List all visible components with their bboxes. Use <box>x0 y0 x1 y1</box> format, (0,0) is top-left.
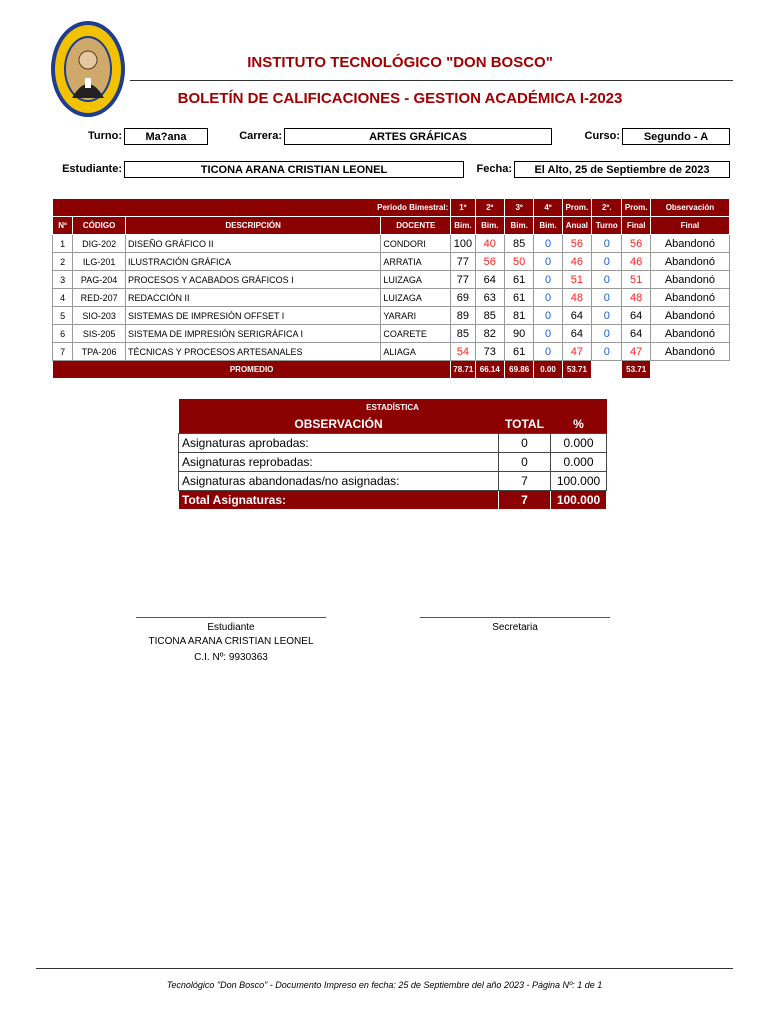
cell-codigo: DIG-202 <box>73 235 126 253</box>
stats-total: 0 <box>499 434 551 453</box>
cell-n: 6 <box>53 325 73 343</box>
cell-b1: 54 <box>451 343 475 361</box>
cell-obs: Abandonó <box>650 343 729 361</box>
final-header: Final <box>622 217 650 235</box>
turno-header: Turno <box>592 217 622 235</box>
carrera-label: Carrera: <box>239 130 282 142</box>
promedio-b3: 69.86 <box>504 361 533 379</box>
student-name: TICONA ARANA CRISTIAN LEONEL <box>148 636 314 647</box>
cell-turno: 0 <box>592 271 622 289</box>
secretary-role: Secretaria <box>492 622 538 633</box>
cell-docente: ARRATIA <box>381 253 451 271</box>
cell-n: 4 <box>53 289 73 307</box>
grade-row <box>53 253 730 271</box>
cell-b3: 90 <box>504 325 533 343</box>
document-title: BOLETÍN DE CALIFICACIONES - GESTION ACADÉMICA I-2023 <box>177 90 623 107</box>
cell-b3: 61 <box>504 289 533 307</box>
institute-logo-seal <box>50 20 126 118</box>
cell-b2: 63 <box>475 289 504 307</box>
stats-pct: 100.000 <box>551 472 607 491</box>
docente-header: DOCENTE <box>381 217 451 235</box>
promedio-b1: 78.71 <box>451 361 475 379</box>
fecha-field: El Alto, 25 de Septiembre de 2023 <box>514 161 730 178</box>
cell-final: 48 <box>622 289 650 307</box>
grade-row <box>53 235 730 253</box>
codigo-header: CÓDIGO <box>73 217 126 235</box>
footer-divider <box>36 968 733 969</box>
promf-header: Prom. <box>622 199 650 217</box>
secretary-signature-line <box>420 617 610 618</box>
cell-b2: 56 <box>475 253 504 271</box>
cell-codigo: ILG-201 <box>73 253 126 271</box>
cell-b4: 0 <box>534 253 562 271</box>
cell-codigo: RED-207 <box>73 289 126 307</box>
cell-b1: 89 <box>451 307 475 325</box>
turno2-header: 2º. <box>592 199 622 217</box>
cell-turno: 0 <box>592 253 622 271</box>
promedio-blank <box>592 361 622 379</box>
bim3-header: 3º <box>504 199 533 217</box>
cell-b2: 85 <box>475 307 504 325</box>
promedio-label: PROMEDIO <box>53 361 451 379</box>
cell-descripcion: SISTEMAS DE IMPRESIÓN OFFSET I <box>125 307 380 325</box>
cell-n: 7 <box>53 343 73 361</box>
stats-row <box>179 472 607 491</box>
cell-final: 64 <box>622 307 650 325</box>
cell-turno: 0 <box>592 235 622 253</box>
cell-turno: 0 <box>592 325 622 343</box>
stats-label: Asignaturas abandonadas/no asignadas: <box>179 472 499 491</box>
cell-b3: 81 <box>504 307 533 325</box>
bim2-sub-header: Bim. <box>475 217 504 235</box>
cell-b4: 0 <box>534 271 562 289</box>
cell-final: 46 <box>622 253 650 271</box>
cell-anual: 64 <box>562 307 591 325</box>
promedio-blank-obs <box>650 361 729 379</box>
cell-final: 51 <box>622 271 650 289</box>
cell-n: 1 <box>53 235 73 253</box>
cell-anual: 48 <box>562 289 591 307</box>
stats-pct: 0.000 <box>551 453 607 472</box>
cell-b4: 0 <box>534 325 562 343</box>
grade-row <box>53 271 730 289</box>
cell-b1: 77 <box>451 271 475 289</box>
cell-docente: COARETE <box>381 325 451 343</box>
cell-descripcion: DISEÑO GRÁFICO II <box>125 235 380 253</box>
total-asignaturas-pct: 100.000 <box>551 491 607 510</box>
bim2-header: 2º <box>475 199 504 217</box>
header-divider <box>130 80 733 81</box>
cell-descripcion: PROCESOS Y ACABADOS GRÁFICOS I <box>125 271 380 289</box>
cell-anual: 46 <box>562 253 591 271</box>
cell-codigo: TPA-206 <box>73 343 126 361</box>
cell-b2: 40 <box>475 235 504 253</box>
cell-b4: 0 <box>534 343 562 361</box>
carrera-field: ARTES GRÁFICAS <box>284 128 552 145</box>
cell-b4: 0 <box>534 307 562 325</box>
stats-row <box>179 453 607 472</box>
stats-row <box>179 434 607 453</box>
total-asignaturas-count: 7 <box>499 491 551 510</box>
cell-b3: 85 <box>504 235 533 253</box>
grade-row <box>53 289 730 307</box>
bim4-sub-header: Bim. <box>534 217 562 235</box>
cell-turno: 0 <box>592 289 622 307</box>
stats-total: 0 <box>499 453 551 472</box>
periodo-header: Periodo Bimestral: <box>53 199 451 217</box>
curso-label: Curso: <box>584 130 620 142</box>
cell-final: 47 <box>622 343 650 361</box>
bim4-header: 4º <box>534 199 562 217</box>
cell-obs: Abandonó <box>650 325 729 343</box>
stats-pct: 0.000 <box>551 434 607 453</box>
fecha-label: Fecha: <box>476 163 512 175</box>
promedio-final: 53.71 <box>622 361 650 379</box>
turno-label: Turno: <box>87 130 122 142</box>
cell-docente: ALIAGA <box>381 343 451 361</box>
cell-n: 5 <box>53 307 73 325</box>
cell-obs: Abandonó <box>650 307 729 325</box>
student-ci: C.I. Nº: 9930363 <box>194 652 268 663</box>
cell-docente: LUIZAGA <box>381 271 451 289</box>
cell-anual: 47 <box>562 343 591 361</box>
cell-descripcion: TÉCNICAS Y PROCESOS ARTESANALES <box>125 343 380 361</box>
bim1-header: 1º <box>451 199 475 217</box>
grades-table <box>52 198 730 379</box>
cell-codigo: SIS-205 <box>73 325 126 343</box>
promedio-b2: 66.14 <box>475 361 504 379</box>
cell-docente: LUIZAGA <box>381 289 451 307</box>
promedio-b4: 0.00 <box>534 361 562 379</box>
cell-turno: 0 <box>592 307 622 325</box>
n-header: Nº <box>53 217 73 235</box>
stats-pct-header: % <box>551 415 607 434</box>
stats-obs-header: OBSERVACIÓN <box>179 415 499 434</box>
bim1-sub-header: Bim. <box>451 217 475 235</box>
stats-total: 7 <box>499 472 551 491</box>
cell-obs: Abandonó <box>650 253 729 271</box>
grade-row <box>53 343 730 361</box>
statistics-table <box>178 399 607 510</box>
cell-b3: 61 <box>504 343 533 361</box>
statistics-title: ESTADÍSTICA <box>179 399 607 415</box>
institute-title: INSTITUTO TECNOLÓGICO "DON BOSCO" <box>247 54 553 71</box>
cell-obs: Abandonó <box>650 235 729 253</box>
cell-b1: 85 <box>451 325 475 343</box>
estudiante-label: Estudiante: <box>62 163 122 175</box>
cell-n: 3 <box>53 271 73 289</box>
obs-header: Observación <box>650 199 729 217</box>
cell-docente: CONDORI <box>381 235 451 253</box>
cell-b2: 82 <box>475 325 504 343</box>
cell-final: 56 <box>622 235 650 253</box>
cell-b1: 69 <box>451 289 475 307</box>
estudiante-field: TICONA ARANA CRISTIAN LEONEL <box>124 161 464 178</box>
stats-label: Asignaturas aprobadas: <box>179 434 499 453</box>
cell-n: 2 <box>53 253 73 271</box>
cell-b3: 61 <box>504 271 533 289</box>
grade-row <box>53 325 730 343</box>
promedio-anual: 53.71 <box>562 361 591 379</box>
cell-turno: 0 <box>592 343 622 361</box>
cell-b2: 73 <box>475 343 504 361</box>
cell-codigo: PAG-204 <box>73 271 126 289</box>
turno-field: Ma?ana <box>124 128 208 145</box>
student-role: Estudiante <box>207 622 255 633</box>
descripcion-header: DESCRIPCIÓN <box>125 217 380 235</box>
student-signature-line <box>136 617 326 618</box>
cell-descripcion: SISTEMA DE IMPRESIÓN SERIGRÁFICA I <box>125 325 380 343</box>
stats-label: Asignaturas reprobadas: <box>179 453 499 472</box>
curso-field: Segundo - A <box>622 128 730 145</box>
cell-anual: 56 <box>562 235 591 253</box>
prom-header: Prom. <box>562 199 591 217</box>
total-asignaturas-label: Total Asignaturas: <box>179 491 499 510</box>
cell-obs: Abandonó <box>650 289 729 307</box>
cell-b1: 100 <box>451 235 475 253</box>
cell-b4: 0 <box>534 235 562 253</box>
cell-final: 64 <box>622 325 650 343</box>
stats-total-header: TOTAL <box>499 415 551 434</box>
cell-b1: 77 <box>451 253 475 271</box>
anual-header: Anual <box>562 217 591 235</box>
cell-descripcion: ILUSTRACIÓN GRÁFICA <box>125 253 380 271</box>
cell-anual: 51 <box>562 271 591 289</box>
cell-docente: YARARI <box>381 307 451 325</box>
cell-b4: 0 <box>534 289 562 307</box>
bim3-sub-header: Bim. <box>504 217 533 235</box>
cell-anual: 64 <box>562 325 591 343</box>
cell-b2: 64 <box>475 271 504 289</box>
cell-codigo: SIO-203 <box>73 307 126 325</box>
cell-descripcion: REDACCIÓN II <box>125 289 380 307</box>
obs-final-header: Final <box>650 217 729 235</box>
grade-row <box>53 307 730 325</box>
footer-text: Tecnológico "Don Bosco" - Documento Impreso en fecha: 25 de Septiembre del año 2023 - Página Nº: 1 de 1 <box>166 980 603 990</box>
cell-obs: Abandonó <box>650 271 729 289</box>
cell-b3: 50 <box>504 253 533 271</box>
